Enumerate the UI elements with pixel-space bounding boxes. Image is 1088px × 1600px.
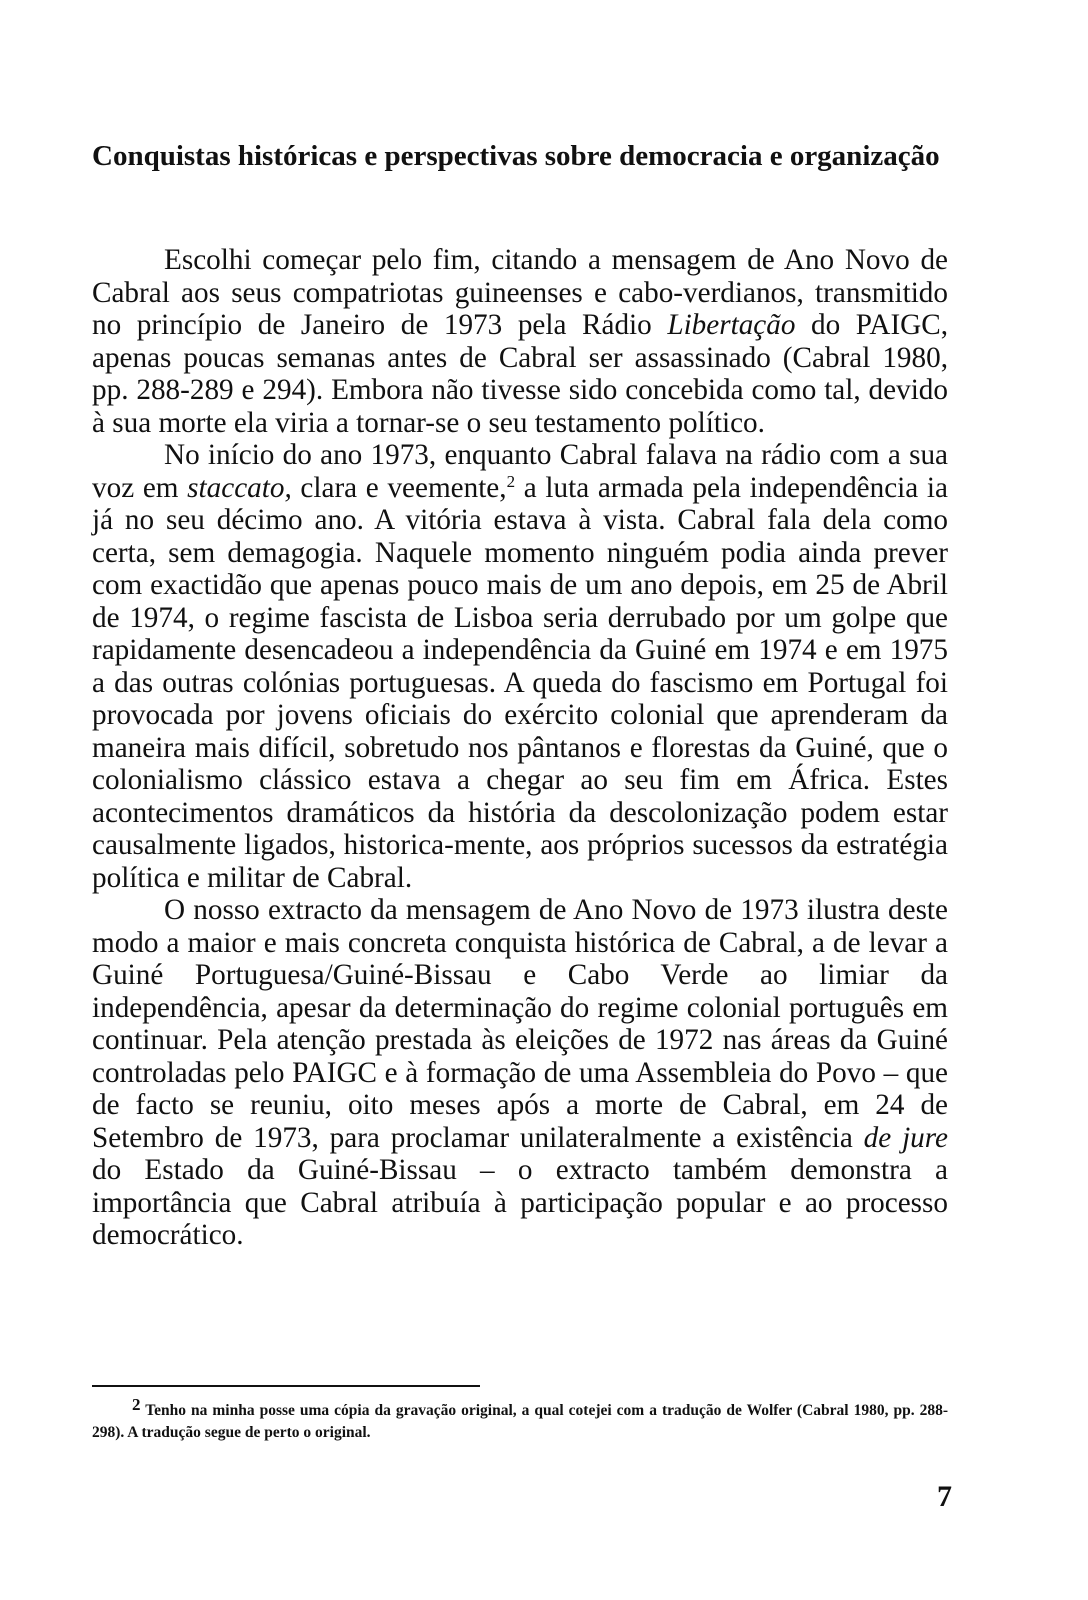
footnote bbox=[92, 1395, 948, 1444]
footnote-reference: 2 bbox=[506, 471, 516, 491]
footnote-number: 2 bbox=[132, 1395, 141, 1414]
footnote-text: Tenho na minha posse uma cópia da gravação original, a qual cotejei com a tradução de Wolfer (Cabral 1980, pp. 288-298). A tradução segue de perto o original. bbox=[92, 1402, 948, 1441]
paragraph-1 bbox=[92, 244, 948, 439]
emphasis-text: de jure bbox=[863, 1121, 948, 1154]
paragraph-text: do Estado da Guiné-Bissau – o extracto também demonstra a importância que Cabral atribuía à participação popular e ao processo democrático. bbox=[92, 1154, 948, 1251]
emphasis-text: Libertação bbox=[667, 309, 796, 341]
section-title: Conquistas históricas e perspectivas sobre democracia e organização bbox=[92, 140, 940, 172]
paragraph-text: clara e veemente, bbox=[291, 471, 507, 504]
paragraph-text: No início do ano 1973, enquanto Cabral falava na rádio com a sua voz em bbox=[92, 439, 948, 504]
footnote-divider bbox=[92, 1385, 480, 1387]
paragraph-text: do PAIGC, apenas poucas semanas antes de Cabral ser assassinado (Cabral 1980, pp. 288-289 e 294). Embora não tivesse sido concebida como tal, devido à sua morte ela viria a tornar-se o seu testamento político. bbox=[92, 309, 949, 439]
paragraph-3 bbox=[92, 894, 948, 1252]
emphasis-text: staccato, bbox=[187, 471, 292, 504]
paragraph-text: O nosso extracto da mensagem de Ano Novo de 1973 ilustra deste modo a maior e mais concreta conquista histórica de Cabral, a de levar a Guiné Portuguesa/Guiné-Bissau e Cabo Verde ao limiar da independência, apesar da determinação do regime colonial português em continuar. Pela atenção prestada às eleições de 1972 nas áreas da Guiné controladas pelo PAIGC e à formação de uma Assembleia do Povo – que de facto se reuniu, oito meses após a morte de Cabral, em 24 de Setembro de 1973, para proclamar unilateralmente a existência bbox=[92, 894, 948, 1154]
page-number: 7 bbox=[937, 1480, 952, 1513]
paragraph-text: Escolhi começar pelo fim, citando a mensagem de Ano Novo de Cabral aos seus compatriotas guineenses e cabo-verdianos, transmitido no princípio de Janeiro de 1973 pela Rádio bbox=[92, 244, 948, 341]
body-text bbox=[92, 244, 948, 1252]
paragraph-2 bbox=[92, 439, 948, 894]
paragraph-text: a luta armada pela independência ia já no seu décimo ano. A vitória estava à vista. Cabral fala dela como certa, sem demagogia. Naquele momento ninguém podia ainda prever com exactidão que apenas pouco mais de um ano depois, em 25 de Abril de 1974, o regime fascista de Lisboa seria derrubado por um golpe que rapidamente desencadeou a independência da Guiné em 1974 e em 1975 a das outras colónias portuguesas. A queda do fascismo em Portugal foi provocada por jovens oficiais do exército colonial que aprenderam da maneira mais difícil, sobretudo nos pântanos e florestas da Guiné, que o colonialismo clássico estava a chegar ao seu fim em África. Estes acontecimentos dramáticos da história da descolonização podem estar causalmente ligados, historica-mente, aos próprios sucessos da estratégia política e militar de Cabral. bbox=[92, 471, 948, 894]
